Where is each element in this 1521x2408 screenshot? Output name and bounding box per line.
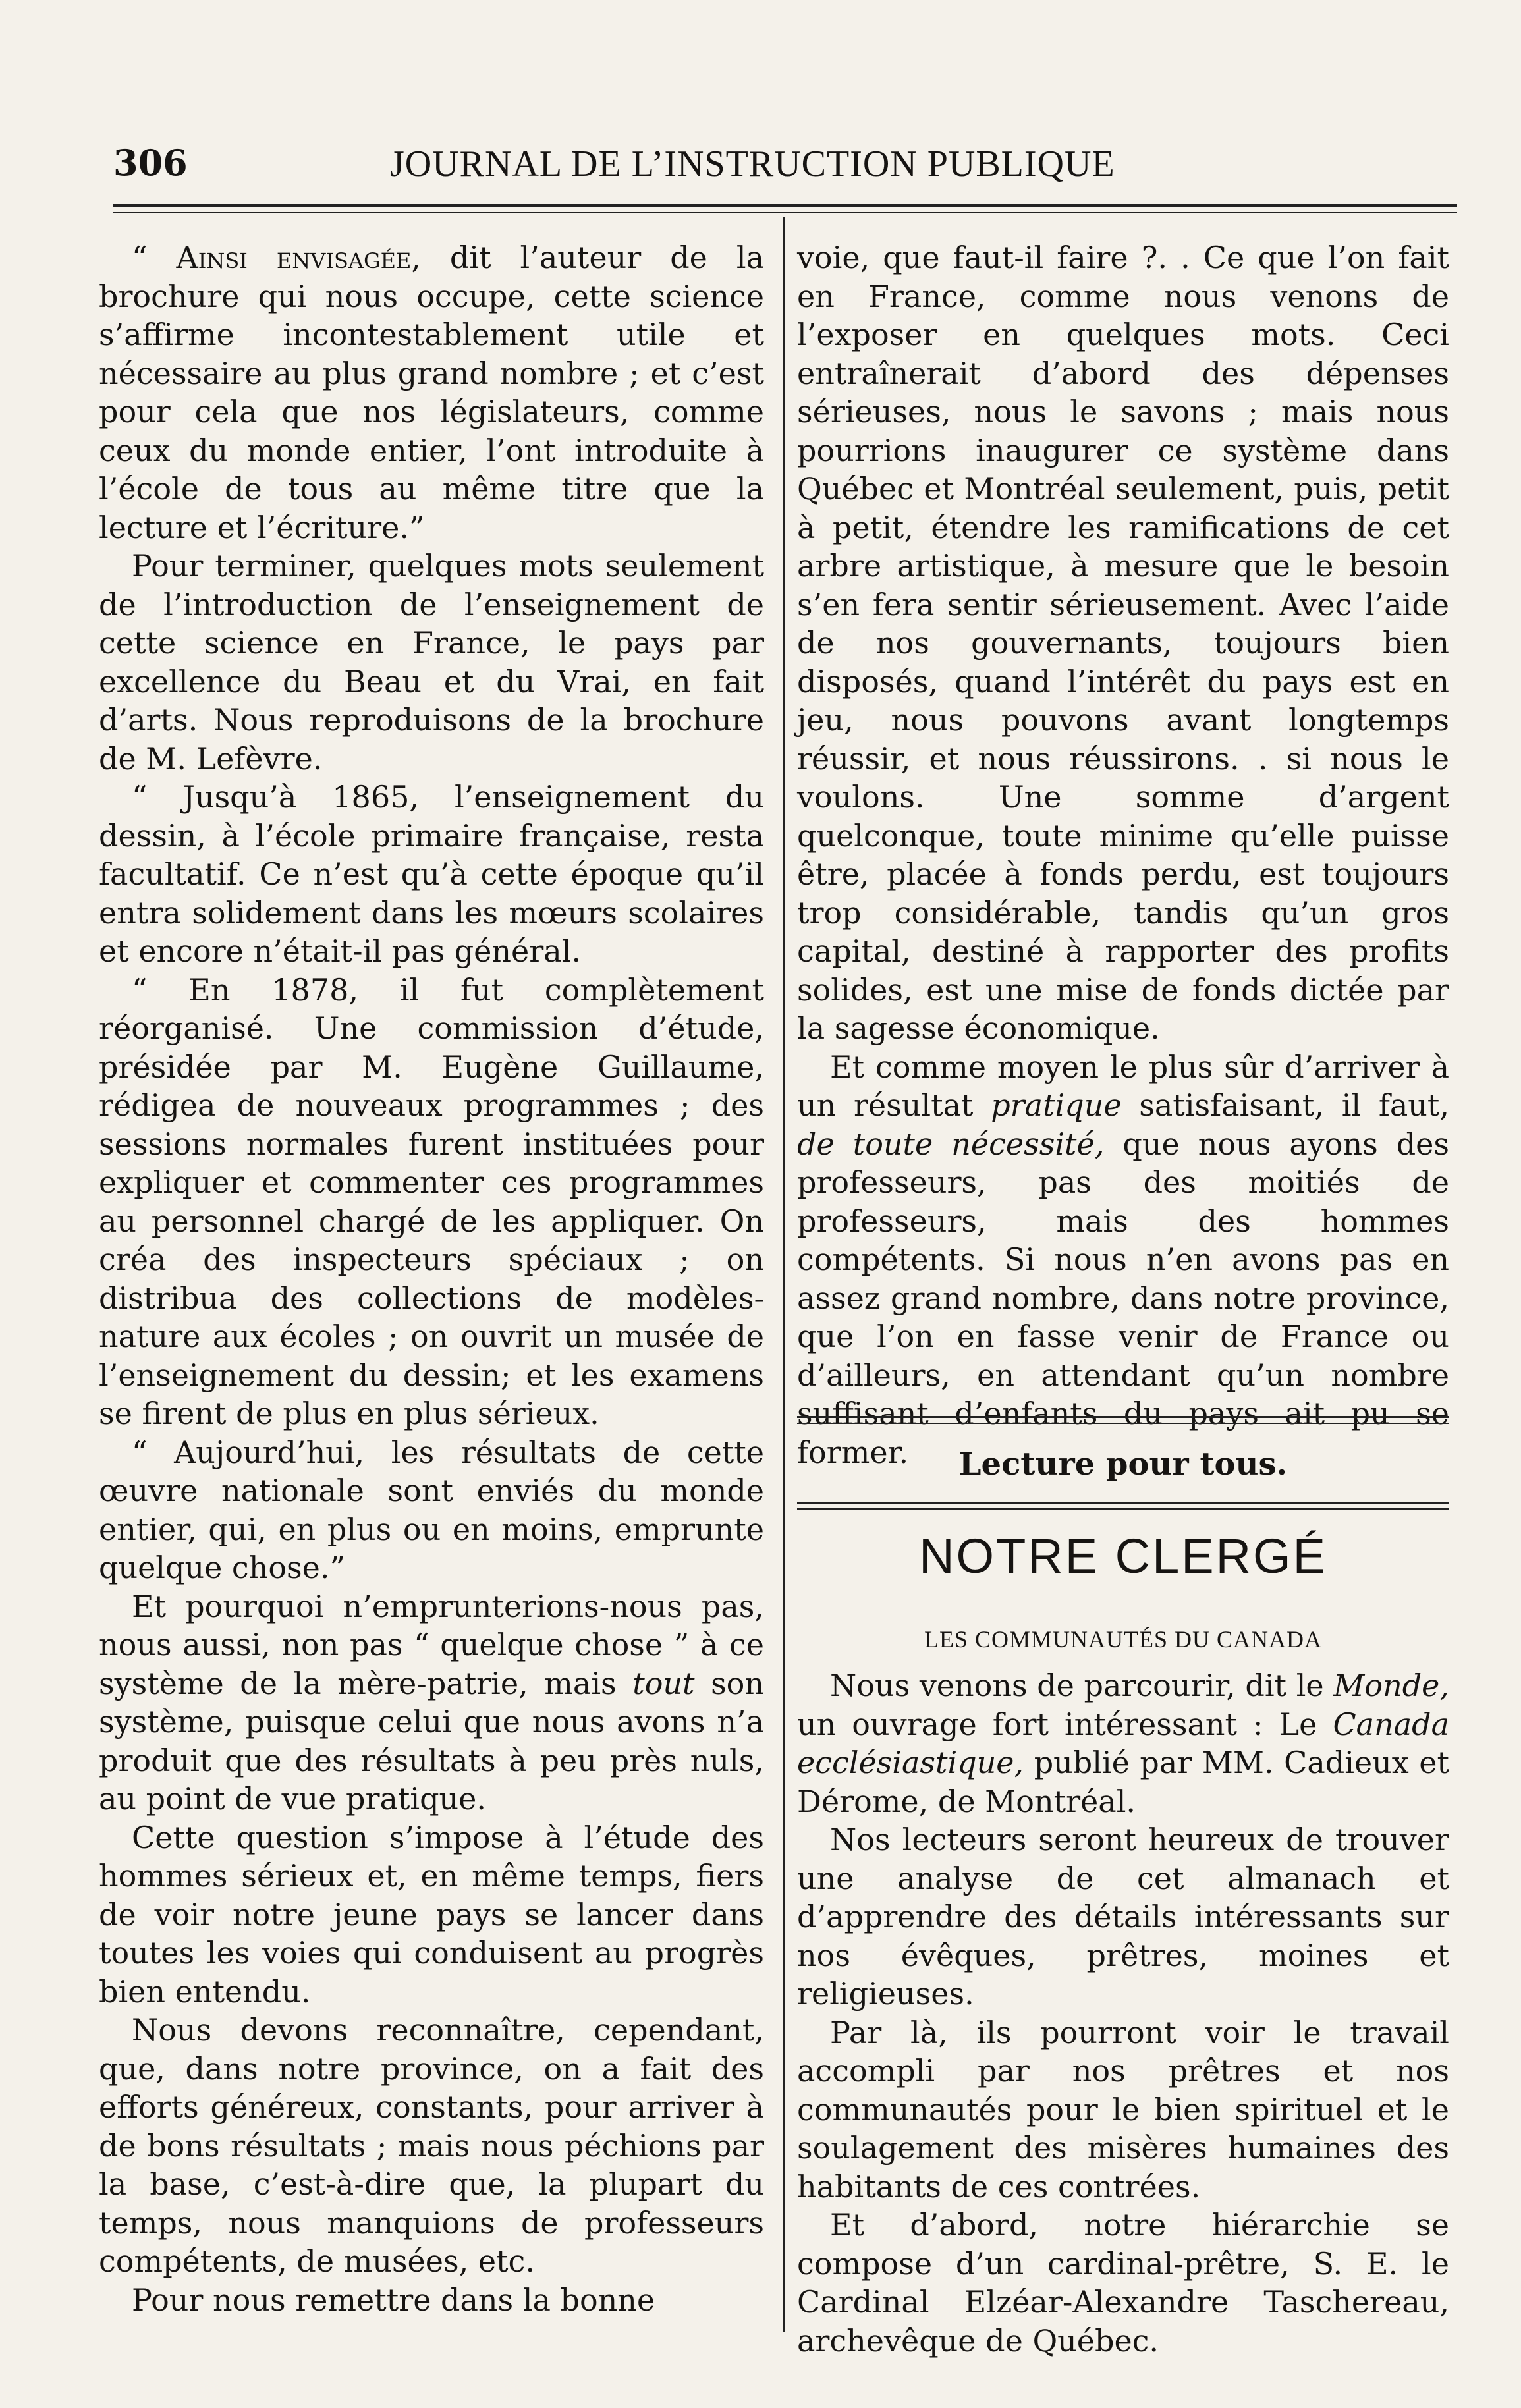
paragraph: [797, 1666, 1449, 1820]
page-header: [113, 142, 1457, 194]
right-column-bottom: [797, 1666, 1449, 2360]
paragraph-text: Et pourquoi n’emprunterions-nous pas, nous aussi, non pas “ quelque chose ” à ce système de la mère-patrie, mais: [99, 1588, 764, 1701]
paragraph-text: son système, puisque celui que nous avons n’a produit que des résultats à peu près nuls, au point de vue pratique.: [99, 1665, 765, 1817]
paragraph: “ Jusqu’à 1865, l’enseignement du dessin, à l’école primaire française, resta facultatif. Ce n’est qu’à cette époque qu’il entra solidement dans les mœurs scolaires et encore n’était-il pas général.: [99, 779, 764, 969]
header-rule-thin: [113, 212, 1457, 213]
paragraph-text: dit l’auteur de la brochure qui nous occupe, cette science s’affirme incontestablement utile et nécessaire au plus grand nombre ; et c’est pour cela que nos législateurs, comme ceux du monde entier, l’ont introduite à l’école de tous au même titre que la lecture et l’écriture.”: [99, 240, 764, 545]
paragraph: [99, 238, 764, 547]
paragraph: Cette question s’impose à l’étude des hommes sérieux et, en même temps, fiers de voir notre jeune pays se lancer dans toutes les voies qui conduisent au progrès bien entendu.: [99, 1819, 764, 2010]
paragraph: Par là, ils pourront voir le travail accompli par nos prêtres et nos communautés pour le bien spirituel et le soulagement des misères humaines des habitants de ces contrées.: [797, 2014, 1449, 2204]
section-rule: [797, 1416, 1449, 1418]
right-column-top: [797, 238, 1449, 1471]
section-rule: [797, 1502, 1449, 1504]
paragraph: Nous devons reconnaître, cependant, que, dans notre province, on a fait des efforts généreux, constants, pour arriver à de bons résultats ; mais nous péchions par la base, c’est-à-dire que, la plupart du temps, nous manquions de professeurs compétents, de musées, etc.: [99, 2012, 764, 2279]
paragraph-text: un ouvrage fort intéressant : Le: [797, 1706, 1317, 1742]
paragraph: [797, 1048, 1449, 1472]
journal-title: JOURNAL DE L’INSTRUCTION PUBLIQUE: [390, 144, 1115, 184]
paragraph: voie, que faut-il faire ?. . Ce que l’on fait en France, comme nous venons de l’exposer en quelques mots. Ceci entraînerait d’abord des dépenses sérieuses, nous le savons ; mais nous pourrions inaugurer ce système dans Québec et Montréal seulement, puis, petit à petit, étendre les ramifications de cet arbre artistique, à mesure que le besoin s’en fera sentir sérieusement. Avec l’aide de nos gouvernants, toujours bien disposés, quand l’intérêt du pays est en jeu, nous pouvons avant longtemps réussir, et nous réussirons. . si nous le voulons. Une somme d’argent quelconque, toute minime qu’elle puisse être, placée à fonds perdu, est toujours trop considérable, tandis qu’un gros capital, destiné à rapporter des profits solides, est une mise de fonds dictée par la sagesse économique.: [797, 240, 1449, 1046]
paragraph: Pour terminer, quelques mots seulement de l’introduction de l’enseignement de cette science en France, le pays par excellence du Beau et du Vrai, en fait d’arts. Nous reproduisons de la brochure de M. Lefèvre.: [99, 548, 764, 777]
paragraph-text: publié par MM. Cadieux et Dérome, de Montréal.: [797, 1745, 1449, 1819]
header-rule: [113, 204, 1457, 207]
paragraph-text: que nous ayons des professeurs, pas des moitiés de professeurs, mais des hommes compétents. Si nous n’en avons pas en assez grand nombre, dans notre province, que l’on en fasse venir de France ou d’ailleurs, en attendant qu’un nombre suffisant d’enfants du pays ait pu se former.: [797, 1126, 1449, 1470]
page-number: 306: [113, 142, 188, 184]
article-subtitle: LES COMMUNAUTÉS DU CANADA: [924, 1626, 1323, 1653]
paragraph-text: satisfaisant, il faut,: [1139, 1087, 1450, 1123]
emphasis: de toute nécessité,: [797, 1126, 1105, 1162]
section-rule-thin: [797, 1423, 1449, 1424]
paragraph: Et d’abord, notre hiérarchie se compose d’un cardinal-prêtre, S. E. le Cardinal Elzéar-Alexandre Taschereau, archevêque de Québec.: [797, 2207, 1449, 2359]
paragraph-text: Et comme moyen le plus sûr d’arriver à un résultat: [797, 1049, 1449, 1123]
paragraph: [99, 1587, 764, 1819]
section-heading: Lecture pour tous.: [958, 1446, 1288, 1483]
paragraph: “ En 1878, il fut complètement réorganisé. Une commission d’étude, présidée par M. Eugène Guillaume, rédigea de nouveaux programmes ; des sessions normales furent instituées pour expliquer et commenter ces programmes au personnel chargé de les appliquer. On créa des inspecteurs spéciaux ; on distribua des collections de modèles-nature aux écoles ; on ouvrit un musée de l’enseignement du dessin; et les examens se firent de plus en plus sérieux.: [99, 971, 764, 1431]
column-divider: [783, 217, 785, 2332]
paragraph: Nos lecteurs seront heureux de trouver une analyse de cet almanach et d’apprendre des détails intéressants sur nos évêques, prêtres, moines et religieuses.: [797, 1822, 1449, 2011]
paragraph: Pour nous remettre dans la bonne: [132, 2282, 655, 2318]
paragraph: “ Aujourd’hui, les résultats de cette œuvre nationale sont enviés du monde entier, qui, en plus ou en moins, emprunte quelque chose.”: [99, 1434, 764, 1585]
left-column: [99, 238, 764, 2319]
paragraph-text: Nous venons de parcourir, dit le: [830, 1668, 1324, 1703]
emphasis: pratique: [991, 1087, 1122, 1123]
lead-in: “ Ainsi envisagée,: [132, 240, 421, 275]
emphasis: Monde,: [1333, 1668, 1450, 1703]
section-rule-thin: [797, 1508, 1449, 1510]
emphasis: tout: [632, 1665, 695, 1701]
article-title: NOTRE CLERGÉ: [919, 1529, 1327, 1583]
emphasis: Canada ecclésiastique,: [797, 1706, 1449, 1780]
